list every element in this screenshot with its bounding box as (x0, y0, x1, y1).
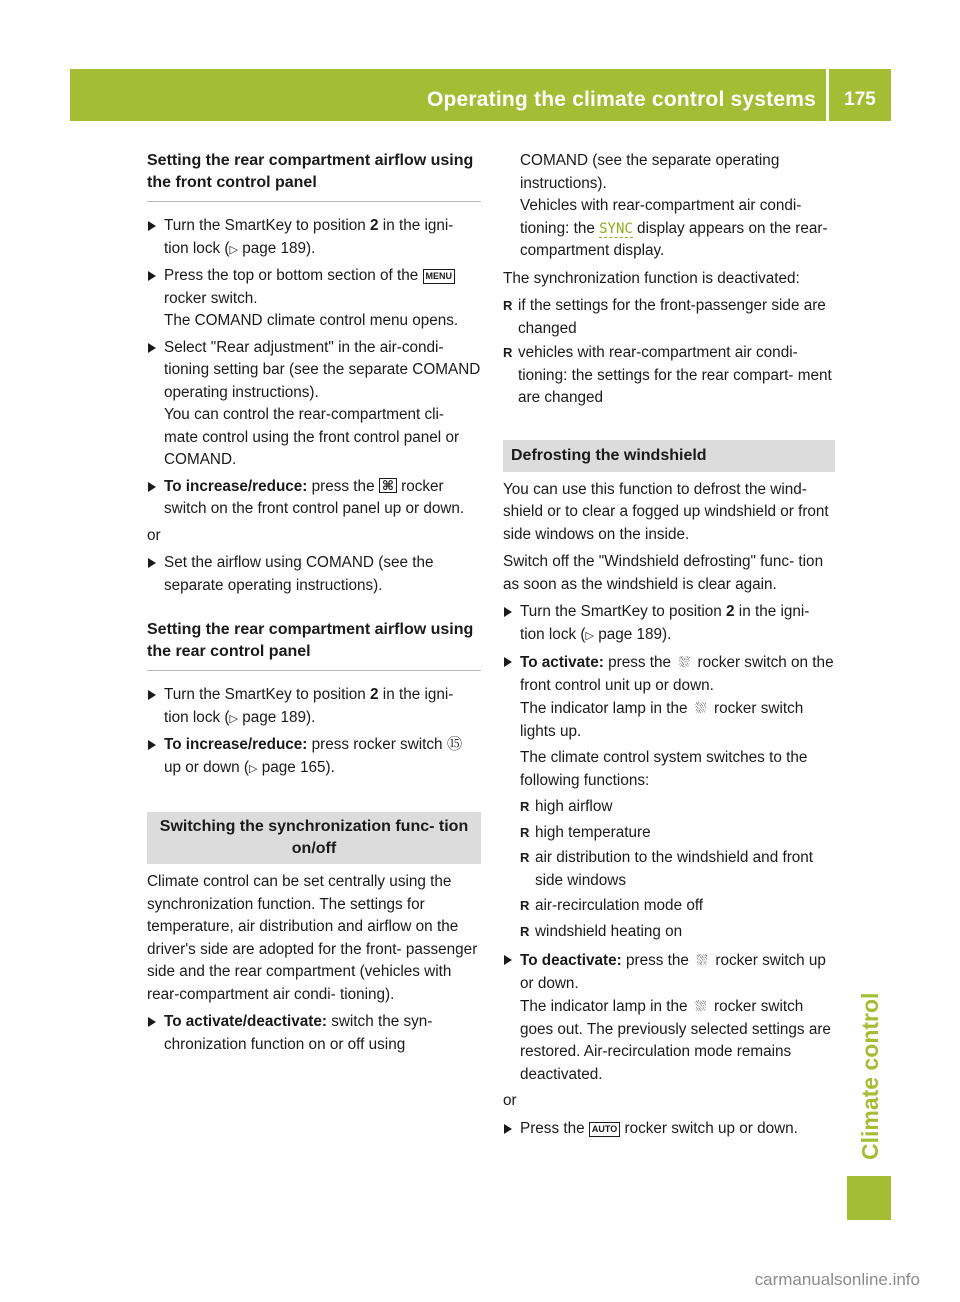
step-label-bold: To deactivate: (520, 952, 622, 969)
step-text: Vehicles with rear-compartment air condi- tioning: the (520, 197, 802, 237)
step-arrow-icon (148, 1017, 156, 1027)
section-heading-text: Defrosting the windshield (511, 446, 707, 464)
instruction-step (147, 684, 481, 730)
bullet-icon: R (520, 824, 530, 840)
bullet-icon: R (503, 345, 513, 360)
step-text: rocker switch lights up. (520, 700, 804, 740)
step-text: rocker switch on the front control unit up or down. (520, 654, 834, 694)
step-arrow-icon (148, 271, 156, 281)
list-item (503, 895, 835, 918)
section-heading-defrosting (503, 440, 835, 472)
step-arrow-icon (148, 343, 156, 353)
step-text: press the (621, 952, 694, 969)
list-item-text: windshield heating on (535, 922, 683, 940)
body-paragraph: The synchronization function is deactivated: (503, 269, 800, 287)
watermark-text: carmanualsonline.info (754, 1270, 920, 1289)
side-tab-label: Climate control (857, 992, 883, 1160)
step-arrow-icon (504, 657, 512, 667)
instruction-step (503, 949, 835, 1086)
menu-button-icon: MENU (423, 269, 456, 284)
step-text: in the igni- tion lock ( (164, 217, 454, 257)
step-text: in the igni- tion lock ( (164, 686, 454, 726)
step-text-bold: 2 (726, 603, 735, 620)
defrost-max-icon: ⛆ (696, 952, 708, 968)
or-text: or (503, 1092, 517, 1109)
body-paragraph: Switch off the "Windshield defrosting" func- tion as soon as the windshield is clear again. (503, 553, 824, 593)
list-item-text: high airflow (535, 798, 613, 815)
body-paragraph: Climate control can be set centrally using the synchronization function. The settings for temperature, air distribution and airflow on the driver's side are adopted for the front- passenger side and the rear compartment (vehicles with rear-compartment air condi- tioning). (147, 873, 478, 1003)
page-ref-arrow-icon: ▷ (249, 762, 258, 775)
step-text: rocker switch up or down. (620, 1119, 798, 1137)
step-arrow-icon (504, 955, 512, 965)
callout-number-icon: ⑮ (446, 736, 463, 753)
step-text: in the igni- tion lock ( (520, 603, 810, 643)
step-arrow-icon (148, 690, 156, 700)
step-text-bold: 2 (370, 686, 379, 703)
page-ref-arrow-icon: ▷ (229, 243, 238, 256)
body-paragraph: You can use this function to defrost the wind- shield or to clear a fogged up windshield or front side windows on the inside. (503, 480, 829, 543)
fan-icon: ⌘ (379, 478, 397, 493)
step-arrow-icon (148, 482, 156, 492)
left-column (147, 150, 481, 1060)
instruction-step (147, 552, 481, 597)
header-divider (826, 69, 829, 121)
step-arrow-icon (148, 558, 156, 568)
step-continuation (503, 195, 835, 263)
list-item (503, 295, 835, 340)
step-text: Turn the SmartKey to position (164, 686, 371, 703)
section-heading-front-panel: Setting the rear compartment airflow using the front control panel (147, 150, 481, 202)
step-label-bold: To activate: (520, 654, 604, 671)
step-result: The climate control system switches to the following functions: (520, 749, 808, 789)
section-heading-rear-panel: Setting the rear compartment airflow using the rear control panel (147, 619, 481, 671)
bullet-icon: R (503, 298, 513, 313)
side-tab-marker (847, 1176, 891, 1220)
bullet-icon: R (520, 850, 530, 865)
step-text: press the (307, 477, 379, 495)
instruction-step (147, 265, 481, 333)
bullet-icon: R (520, 898, 530, 913)
step-text: press rocker switch (307, 736, 447, 753)
instruction-step (147, 337, 481, 472)
list-item (503, 847, 835, 892)
step-text: The indicator lamp in the (520, 700, 692, 717)
right-column (503, 150, 835, 1144)
step-result: The COMAND climate control menu opens. (164, 312, 459, 329)
step-text: Press the (520, 1119, 589, 1137)
list-item (503, 796, 835, 819)
side-tab (847, 960, 891, 1160)
step-arrow-icon (148, 740, 156, 750)
step-text: display appears on the rear-compartment display. (520, 219, 828, 259)
defrost-max-icon: ⛆ (695, 700, 707, 716)
page-reference-link[interactable]: page 165). (261, 758, 335, 776)
list-item (503, 822, 835, 845)
page-reference-link[interactable]: page 189). (598, 625, 672, 643)
step-text: Set the airflow using COMAND (see the separate operating instructions). (164, 554, 434, 594)
list-item-text: high temperature (535, 823, 651, 841)
step-text: The indicator lamp in the (520, 998, 692, 1015)
defrost-max-icon: ⛆ (695, 998, 707, 1014)
auto-button-icon: AUTO (589, 1122, 620, 1137)
list-item (503, 921, 835, 944)
step-text: rocker switch on the front control panel up or down. (164, 477, 465, 517)
step-text: up or down ( (164, 758, 250, 776)
step-text: Turn the SmartKey to position (520, 603, 727, 620)
instruction-step (503, 1118, 835, 1141)
step-text-bold: 2 (370, 217, 379, 234)
step-text: rocker switch up or down. (520, 952, 826, 992)
step-label-bold: To increase/reduce: (164, 736, 308, 753)
instruction-step (147, 476, 481, 521)
page-ref-arrow-icon: ▷ (585, 629, 594, 642)
bullet-icon: R (520, 923, 530, 939)
step-arrow-icon (504, 1124, 512, 1134)
step-text: Press the top or bottom section of the (164, 267, 423, 284)
step-text: rocker switch goes out. The previously selected settings are restored. Air-recirculation mode remains deactivated. (520, 998, 831, 1083)
step-continuation: COMAND (see the separate operating instructions). (520, 152, 780, 192)
instruction-step (147, 734, 481, 780)
instruction-step (147, 215, 481, 261)
sync-display-label: SYNC (599, 220, 633, 237)
step-label-bold: To activate/deactivate: (164, 1013, 327, 1030)
step-label-bold: To increase/reduce: (164, 477, 308, 495)
step-result (520, 995, 835, 1086)
step-result (520, 697, 835, 743)
defrost-max-icon: ⛆ (678, 654, 690, 670)
list-item-text: air distribution to the windshield and front side windows (535, 849, 814, 889)
list-item-text: if the settings for the front-passenger side are changed (518, 297, 826, 337)
step-text: Turn the SmartKey to position (164, 217, 371, 234)
bullet-icon: R (520, 799, 530, 814)
list-item-text: air-recirculation mode off (535, 897, 704, 914)
list-item (503, 342, 835, 410)
step-text: press the (603, 654, 676, 671)
page-ref-arrow-icon: ▷ (229, 712, 238, 725)
page-number: 175 (844, 89, 876, 110)
page-header-title: Operating the climate control systems (426, 88, 816, 111)
step-arrow-icon (504, 607, 512, 617)
page-reference-link[interactable]: page 189). (242, 708, 316, 726)
or-text: or (147, 526, 161, 544)
instruction-step (147, 1011, 481, 1056)
step-text: Select "Rear adjustment" in the air-condi- tioning setting bar (see the separate COMAND operating instructions). (164, 338, 481, 401)
step-result: You can control the rear-compartment cli- mate control using the front control panel or COMAND. (164, 406, 460, 468)
instruction-step (503, 601, 835, 647)
page-reference-link[interactable]: page 189). (242, 239, 316, 257)
step-text: rocker switch. (164, 289, 258, 307)
step-arrow-icon (148, 221, 156, 231)
section-heading-synchronization: Switching the synchronization func- tion on/off (147, 812, 481, 864)
list-item-text: vehicles with rear-compartment air condi- tioning: the settings for the rear compart- ment are changed (518, 344, 832, 406)
instruction-step (503, 651, 835, 792)
step-text: switch the syn- chronization function on or off using (164, 1013, 433, 1053)
